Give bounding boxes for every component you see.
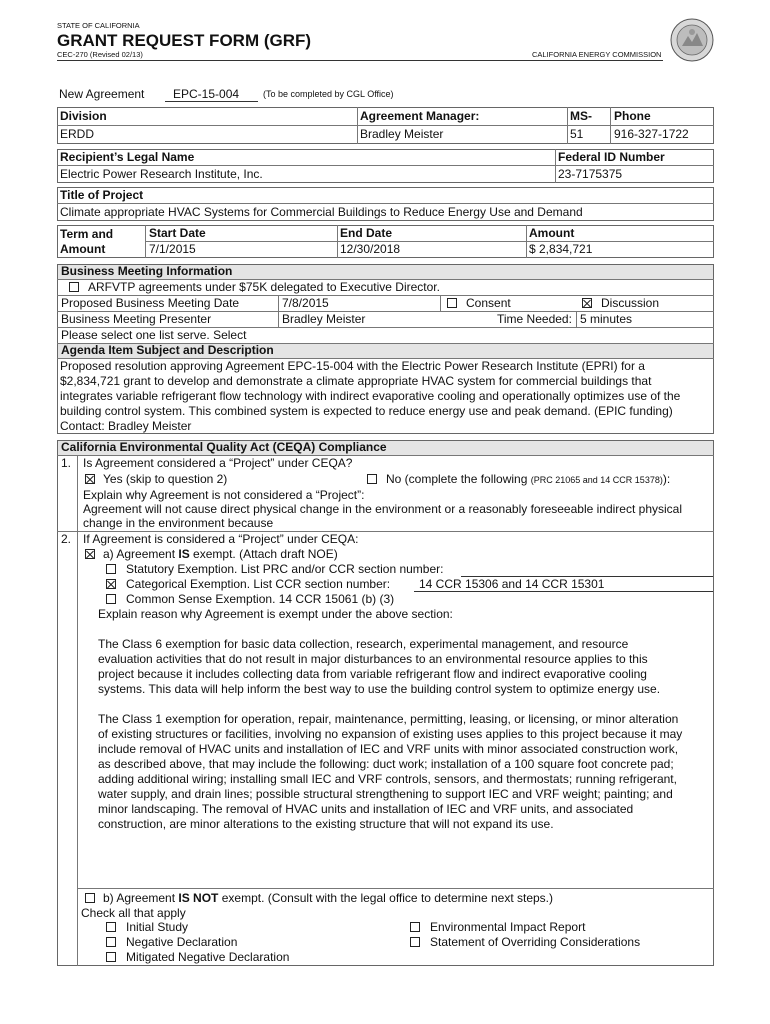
arfvtp-checkbox[interactable] <box>69 282 79 292</box>
agenda-line[interactable]: $2,834,721 grant to develop and demonstrate a climate appropriate HVAC system for commercial buildings that <box>60 374 652 388</box>
presenter-label: Business Meeting Presenter <box>61 312 212 326</box>
common-sense-checkbox[interactable] <box>106 594 116 604</box>
reason-label: Explain reason why Agreement is exempt under the above section: <box>98 607 453 621</box>
explain-line[interactable]: Agreement will not cause direct physical change in the environment or a reasonably foreseeable indirect physical <box>83 502 682 516</box>
mitigated-negative-checkbox[interactable] <box>106 952 116 962</box>
federal-id-label: Federal ID Number <box>558 150 665 164</box>
agenda-line[interactable]: integrates variable refrigerant flow technology with indirect evaporative cooling and operationally optimizes use of the <box>60 389 681 403</box>
initial-study-label: Initial Study <box>126 920 189 934</box>
discussion-label: Discussion <box>601 296 660 310</box>
explain-line[interactable]: change in the environment because <box>83 516 274 530</box>
project-title-label: Title of Project <box>60 188 144 202</box>
arfvtp-text: ARFVTP agreements under $75K delegated to Executive Director. <box>88 280 440 294</box>
header-rule <box>57 60 663 61</box>
agenda-line[interactable]: building control system. This combined system is expected to reduce energy use and peak demand. (EPIC funding) <box>60 404 673 418</box>
exemption-reason-line[interactable]: construction, are minor alterations to the existing structure that will not expand its use. <box>98 817 554 831</box>
exemption-reason-line[interactable]: minor landscaping. The removal of HVAC units and installation of IEC and VRF units, and associated <box>98 802 634 816</box>
overriding-label: Statement of Overriding Considerations <box>430 935 641 949</box>
project-title-value[interactable]: Climate appropriate HVAC Systems for Commercial Buildings to Reduce Energy Use and Demand <box>60 205 583 219</box>
presenter-value[interactable]: Bradley Meister <box>282 312 366 326</box>
exemption-reason-line[interactable]: project because it includes collecting data from variable refrigerant flow and indirect evaporative cooling <box>98 667 647 681</box>
term-label-1: Term and <box>60 227 114 241</box>
end-date-label: End Date <box>340 226 393 240</box>
ceqa-label: California Environmental Quality Act (CEQA) Compliance <box>61 440 387 454</box>
q1-text: Is Agreement considered a “Project” under CEQA? <box>83 456 353 470</box>
division-label: Division <box>60 109 107 123</box>
discussion-checkbox[interactable] <box>582 298 592 308</box>
agenda-label: Agenda Item Subject and Description <box>61 343 274 357</box>
form-id: CEC-270 (Revised 02/13) <box>57 50 143 59</box>
phone-value[interactable]: 916-327-1722 <box>614 127 689 141</box>
state-seal-icon <box>670 18 714 62</box>
agenda-line[interactable]: Contact: Bradley Meister <box>60 419 192 433</box>
is-not-exempt-checkbox[interactable] <box>85 893 95 903</box>
division-value[interactable]: ERDD <box>60 127 95 141</box>
exemption-reason-line[interactable]: adding additional wiring; installing small IEC and VRF controls, sensors, and thermostats; running refrigerant, <box>98 772 677 786</box>
overriding-checkbox[interactable] <box>410 937 420 947</box>
check-all-label: Check all that apply <box>81 906 186 920</box>
form-title: GRANT REQUEST FORM (GRF) <box>57 31 312 50</box>
term-label-2: Amount <box>60 242 106 256</box>
statutory-label: Statutory Exemption. List PRC and/or CCR section number: <box>126 562 444 576</box>
agreement-note: (To be completed by CGL Office) <box>263 89 394 99</box>
manager-label: Agreement Manager: <box>360 109 480 123</box>
ms-label: MS- <box>570 109 592 123</box>
exemption-reason-line[interactable]: systems. This data will help inform the best way to use the building control system to optimize energy use. <box>98 682 661 696</box>
proposed-date-value[interactable]: 7/8/2015 <box>282 296 329 310</box>
agreement-number-underline <box>165 101 258 102</box>
exemption-reason-line[interactable]: The Class 6 exemption for basic data collection, research, experimental management, and resource <box>98 637 629 651</box>
start-date-value[interactable]: 7/1/2015 <box>149 242 196 256</box>
agenda-line[interactable]: Proposed resolution approving Agreement EPC-15-004 with the Electric Power Research Institute (EPRI) for a <box>60 359 645 373</box>
new-agreement-label: New Agreement <box>59 87 145 101</box>
consent-checkbox[interactable] <box>447 298 457 308</box>
eir-label: Environmental Impact Report <box>430 920 586 934</box>
manager-value[interactable]: Bradley Meister <box>360 127 444 141</box>
categorical-field-underline <box>414 591 713 592</box>
state-label: STATE OF CALIFORNIA <box>57 21 140 30</box>
exemption-reason-line[interactable]: The Class 1 exemption for operation, repair, maintenance, permitting, leasing, or licensing, or minor alteration <box>98 712 679 726</box>
recipient-label: Recipient’s Legal Name <box>60 150 195 164</box>
recipient-value[interactable]: Electric Power Research Institute, Inc. <box>60 167 263 181</box>
is-exempt-checkbox[interactable] <box>85 549 95 559</box>
mitigated-negative-label: Mitigated Negative Declaration <box>126 950 290 964</box>
q2-number: 2. <box>61 532 72 546</box>
eir-checkbox[interactable] <box>410 922 420 932</box>
negative-declaration-checkbox[interactable] <box>106 937 116 947</box>
agency-label: CALIFORNIA ENERGY COMMISSION <box>532 50 662 59</box>
statutory-checkbox[interactable] <box>106 564 116 574</box>
categorical-checkbox[interactable] <box>106 579 116 589</box>
business-meeting-label: Business Meeting Information <box>61 264 233 278</box>
negative-declaration-label: Negative Declaration <box>126 935 238 949</box>
time-needed-label: Time Needed: <box>497 312 572 326</box>
exemption-reason-line[interactable]: include removal of HVAC units and installation of IEC and VRF units with minor associated construction work, <box>98 742 679 756</box>
explain-label: Explain why Agreement is not considered a “Project”: <box>83 488 365 502</box>
phone-label: Phone <box>614 109 651 123</box>
ms-value[interactable]: 51 <box>570 127 584 141</box>
no-label: No (complete the following (PRC 21065 and 14 CCR 15378)): <box>386 472 671 486</box>
exemption-reason-line[interactable]: evaluation activities that do not result in major disturbances to an environmental resource applies to this <box>98 652 648 666</box>
yes-checkbox[interactable] <box>85 474 95 484</box>
proposed-date-label: Proposed Business Meeting Date <box>61 296 240 310</box>
consent-label: Consent <box>466 296 511 310</box>
exemption-reason-line[interactable]: as described above, that may include the following: duct work; installation of a 100 square foot concrete pad; <box>98 757 674 771</box>
start-date-label: Start Date <box>149 226 206 240</box>
yes-label: Yes (skip to question 2) <box>103 472 228 486</box>
q1-number: 1. <box>61 456 72 470</box>
exemption-reason-line[interactable]: water supply, and drain lines; possible structural strengthening to support IEC and VRF weight; painting; and <box>98 787 673 801</box>
is-exempt-label: a) Agreement IS exempt. (Attach draft NOE) <box>103 547 338 561</box>
initial-study-checkbox[interactable] <box>106 922 116 932</box>
is-not-exempt-label: b) Agreement IS NOT exempt. (Consult with the legal office to determine next steps.) <box>103 891 554 905</box>
time-needed-value[interactable]: 5 minutes <box>580 312 633 326</box>
categorical-value[interactable]: 14 CCR 15306 and 14 CCR 15301 <box>419 577 605 591</box>
agreement-number[interactable]: EPC-15-004 <box>173 87 240 101</box>
listserve-select[interactable]: Please select one list serve. Select <box>61 328 247 342</box>
end-date-value[interactable]: 12/30/2018 <box>340 242 401 256</box>
amount-label: Amount <box>529 226 575 240</box>
q2-text: If Agreement is considered a “Project” under CEQA: <box>83 532 359 546</box>
common-sense-label: Common Sense Exemption. 14 CCR 15061 (b) (3) <box>126 592 395 606</box>
exemption-reason-line[interactable]: of existing structures or facilities, involving no expansion of existing uses applies to this project because it may <box>98 727 683 741</box>
categorical-label: Categorical Exemption. List CCR section number: <box>126 577 391 591</box>
no-checkbox[interactable] <box>367 474 377 484</box>
amount-value[interactable]: $ 2,834,721 <box>529 242 593 256</box>
federal-id-value[interactable]: 23-7175375 <box>558 167 623 181</box>
